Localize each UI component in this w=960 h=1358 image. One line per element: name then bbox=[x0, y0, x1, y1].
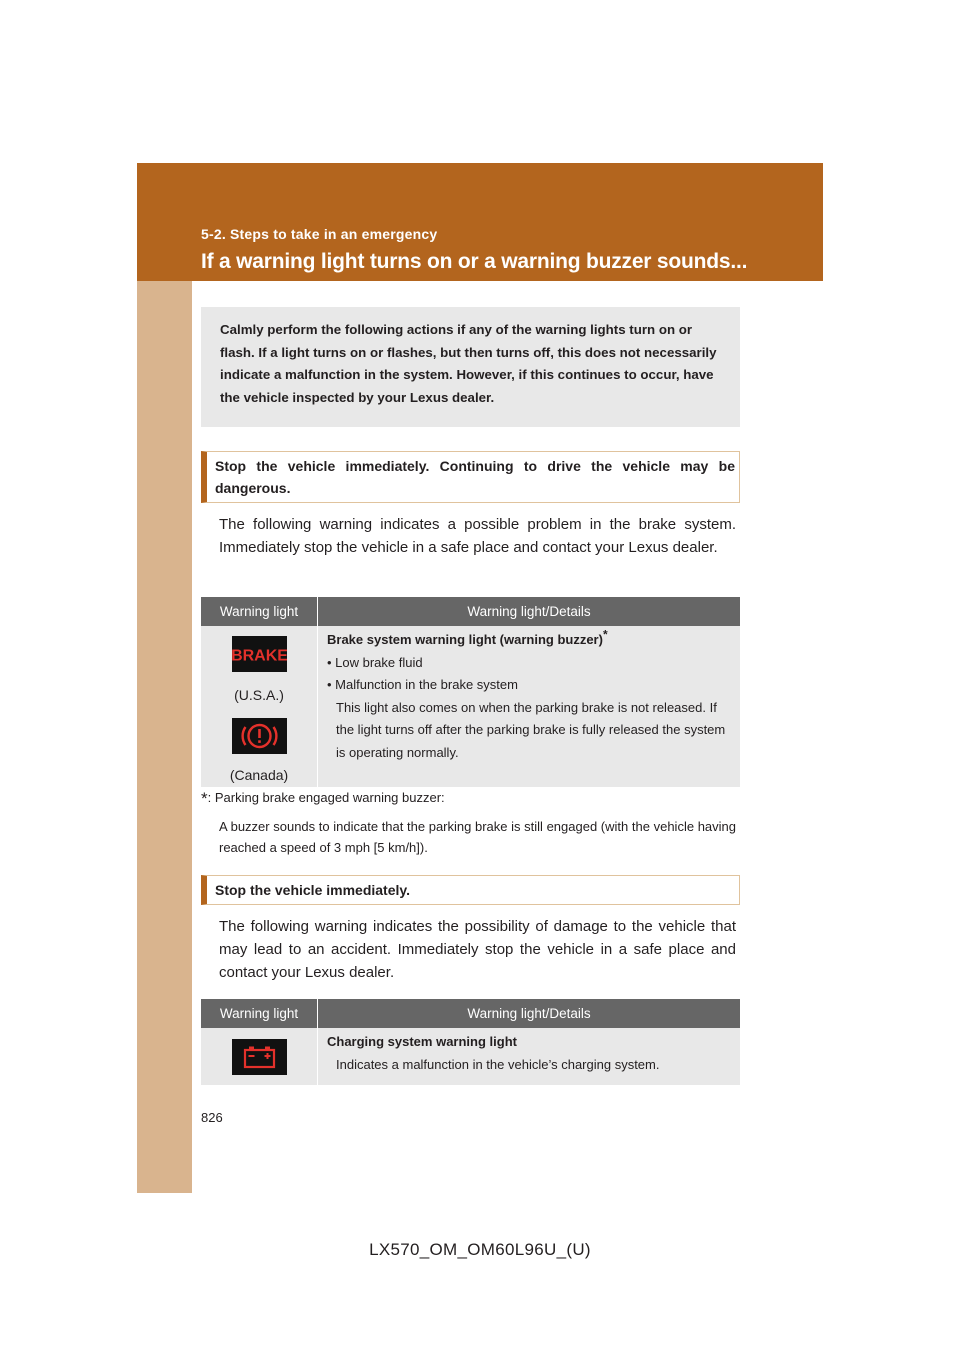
intro-text: Calmly perform the following actions if any of the warning lights turn on or flash. If a light turns on or flashes, but then turns off, this does not necessarily indicate a malfunction in the system. However, if this continues to occur, have the vehicle inspected by your Lexus dealer. bbox=[220, 322, 717, 405]
bullet-brake-malfunction: • Malfunction in the brake system bbox=[327, 677, 518, 692]
detail-title: Charging system warning light bbox=[327, 1034, 517, 1049]
page-number: 826 bbox=[201, 1110, 223, 1125]
table-row bbox=[201, 626, 740, 787]
detail-title bbox=[327, 629, 730, 652]
section2-body: The following warning indicates the possibility of damage to the vehicle that may lead to an accident. Immediately stop the vehicle in a safe place and contact your Lexus dealer. bbox=[219, 918, 736, 981]
details-cell bbox=[318, 626, 741, 787]
region-usa: (U.S.A.) bbox=[234, 686, 284, 703]
warning-light-cell bbox=[201, 1028, 318, 1085]
brake-warning-circle-icon bbox=[232, 718, 287, 754]
intro-box bbox=[201, 307, 740, 427]
side-band bbox=[137, 281, 192, 1193]
brake-icon-text: BRAKE bbox=[231, 647, 287, 665]
section2-heading-text: Stop the vehicle immediately. bbox=[215, 882, 411, 898]
detail-title-text: Brake system warning light (warning buzzer) bbox=[327, 632, 603, 647]
column-header-warning-light: Warning light bbox=[201, 597, 318, 626]
table-header-row bbox=[201, 999, 740, 1028]
document-code: LX570_OM_OM60L96U_(U) bbox=[369, 1240, 591, 1259]
column-header-details: Warning light/Details bbox=[318, 999, 741, 1028]
section1-heading-text: Stop the vehicle immediately. Continuing to drive the vehicle may be dangerous. bbox=[215, 458, 735, 496]
detail-text: Indicates a malfunction in the vehicle’s charging system. bbox=[336, 1056, 660, 1072]
footnote-title-text: : Parking brake engaged warning buzzer: bbox=[207, 790, 445, 805]
charging-warning-table bbox=[201, 999, 740, 1085]
section1-body: The following warning indicates a possible problem in the brake system. Immediately stop the vehicle in a safe place and contact your Lexus dealer. bbox=[219, 516, 736, 556]
footnote-star: * bbox=[201, 789, 208, 808]
table-row bbox=[201, 1028, 740, 1085]
battery-warning-icon bbox=[232, 1039, 287, 1075]
page-title: If a warning light turns on or a warning buzzer sounds... bbox=[201, 250, 748, 273]
details-cell bbox=[318, 1028, 741, 1085]
section-label: 5-2. Steps to take in an emergency bbox=[201, 226, 438, 242]
brake-warning-icon bbox=[232, 636, 287, 672]
footnote-title bbox=[201, 788, 740, 809]
section1-heading bbox=[201, 451, 740, 503]
bullet-low-brake-fluid: • Low brake fluid bbox=[327, 654, 423, 670]
footnote-marker: * bbox=[602, 627, 608, 642]
warning-light-cell bbox=[201, 626, 318, 787]
section2-heading bbox=[201, 875, 740, 905]
detail-note: This light also comes on when the parking brake is not released. If the light turns off after the parking brake is fully released the system is operating normally. bbox=[336, 699, 726, 760]
footnote-body: A buzzer sounds to indicate that the parking brake is still engaged (with the vehicle having reached a speed of 3 mph [5 km/h]). bbox=[219, 819, 736, 855]
column-header-details: Warning light/Details bbox=[318, 597, 741, 626]
region-canada: (Canada) bbox=[229, 766, 289, 783]
brake-warning-table bbox=[201, 597, 740, 787]
table-header-row bbox=[201, 597, 740, 626]
column-header-warning-light: Warning light bbox=[201, 999, 318, 1028]
